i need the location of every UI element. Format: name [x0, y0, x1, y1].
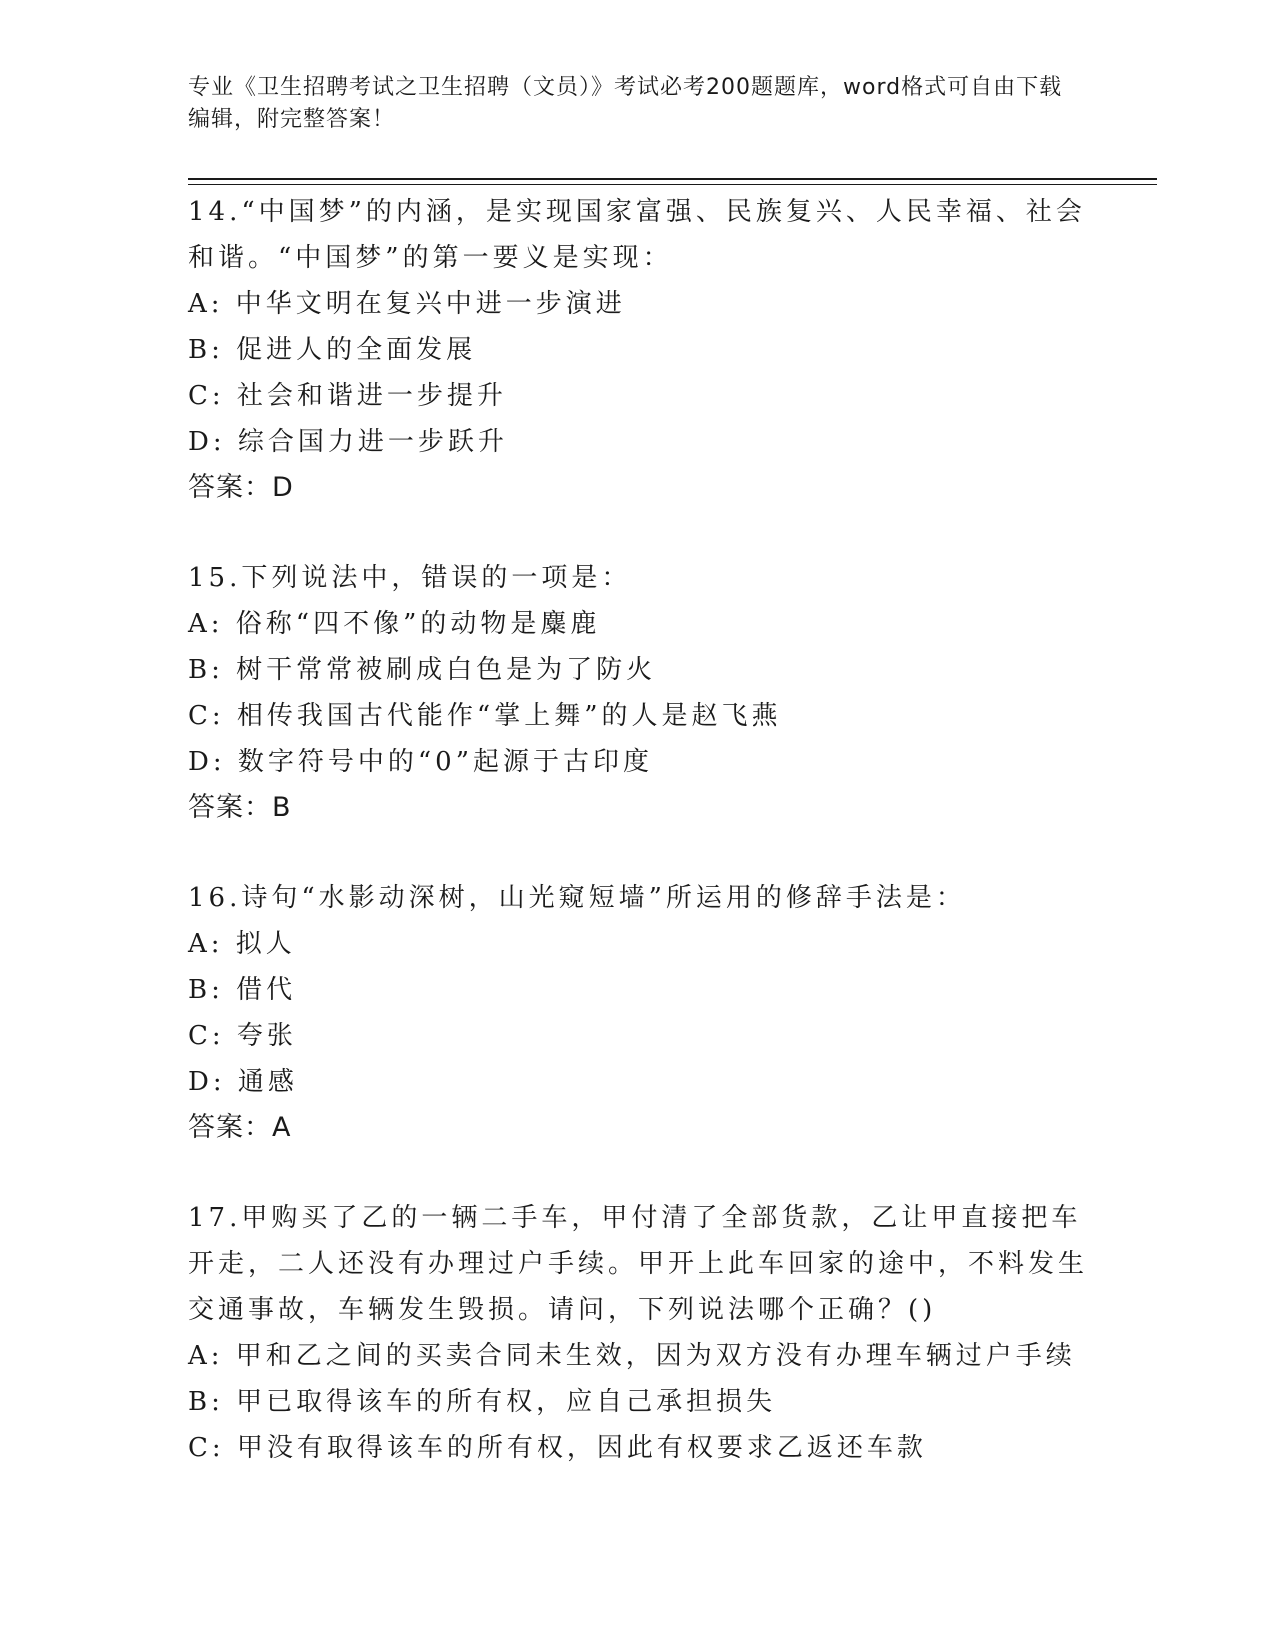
option-c: C: 社会和谐进一步提升 — [188, 381, 507, 411]
question-14 — [188, 189, 1088, 511]
option-a: A: 俗称“四不像”的动物是麋鹿 — [188, 609, 601, 639]
option-c: C: 甲没有取得该车的所有权，因此有权要求乙返还车款 — [188, 1433, 927, 1463]
answer-text: 答案：D — [188, 472, 294, 503]
option-b: B: 树干常常被刷成白色是为了防火 — [188, 655, 657, 685]
option-d: D: 通感 — [188, 1067, 298, 1097]
question-16 — [188, 875, 1088, 1151]
document-header: 专业《卫生招聘考试之卫生招聘（文员）》考试必考200题题库，word格式可自由下载编辑，附完整答案！ — [188, 75, 1063, 132]
option-c: C: 夸张 — [188, 1021, 297, 1051]
option-c: C: 相传我国古代能作“掌上舞”的人是赵飞燕 — [188, 701, 782, 731]
option-d: D: 数字符号中的“0”起源于古印度 — [188, 747, 653, 777]
header-rule-thin — [188, 184, 1157, 185]
question-17 — [188, 1195, 1088, 1471]
option-d: D: 综合国力进一步跃升 — [188, 427, 508, 457]
option-b: B: 促进人的全面发展 — [188, 335, 477, 365]
answer-text: 答案：A — [188, 1112, 292, 1143]
question-15 — [188, 555, 1088, 831]
option-a: A: 拟人 — [188, 929, 296, 959]
answer-text: 答案：B — [188, 792, 292, 823]
option-b: B: 借代 — [188, 975, 297, 1005]
question-text: 14.“中国梦”的内涵，是实现国家富强、民族复兴、人民幸福、社会和谐。“中国梦”的第一要义是实现： — [188, 197, 1086, 273]
option-a: A: 中华文明在复兴中进一步演进 — [188, 289, 626, 319]
question-list — [188, 189, 1088, 1515]
question-text: 17.甲购买了乙的一辆二手车，甲付清了全部货款，乙让甲直接把车开走，二人还没有办理过户手续。甲开上此车回家的途中，不料发生交通事故，车辆发生毁损。请问，下列说法哪个正确？() — [188, 1203, 1089, 1325]
option-b: B: 甲已取得该车的所有权，应自己承担损失 — [188, 1387, 777, 1417]
header-rule-thick — [188, 178, 1157, 180]
question-text: 15.下列说法中，错误的一项是： — [188, 563, 632, 593]
question-text: 16.诗句“水影动深树，山光窥短墙”所运用的修辞手法是： — [188, 883, 966, 913]
option-a: A: 甲和乙之间的买卖合同未生效，因为双方没有办理车辆过户手续 — [188, 1341, 1076, 1371]
